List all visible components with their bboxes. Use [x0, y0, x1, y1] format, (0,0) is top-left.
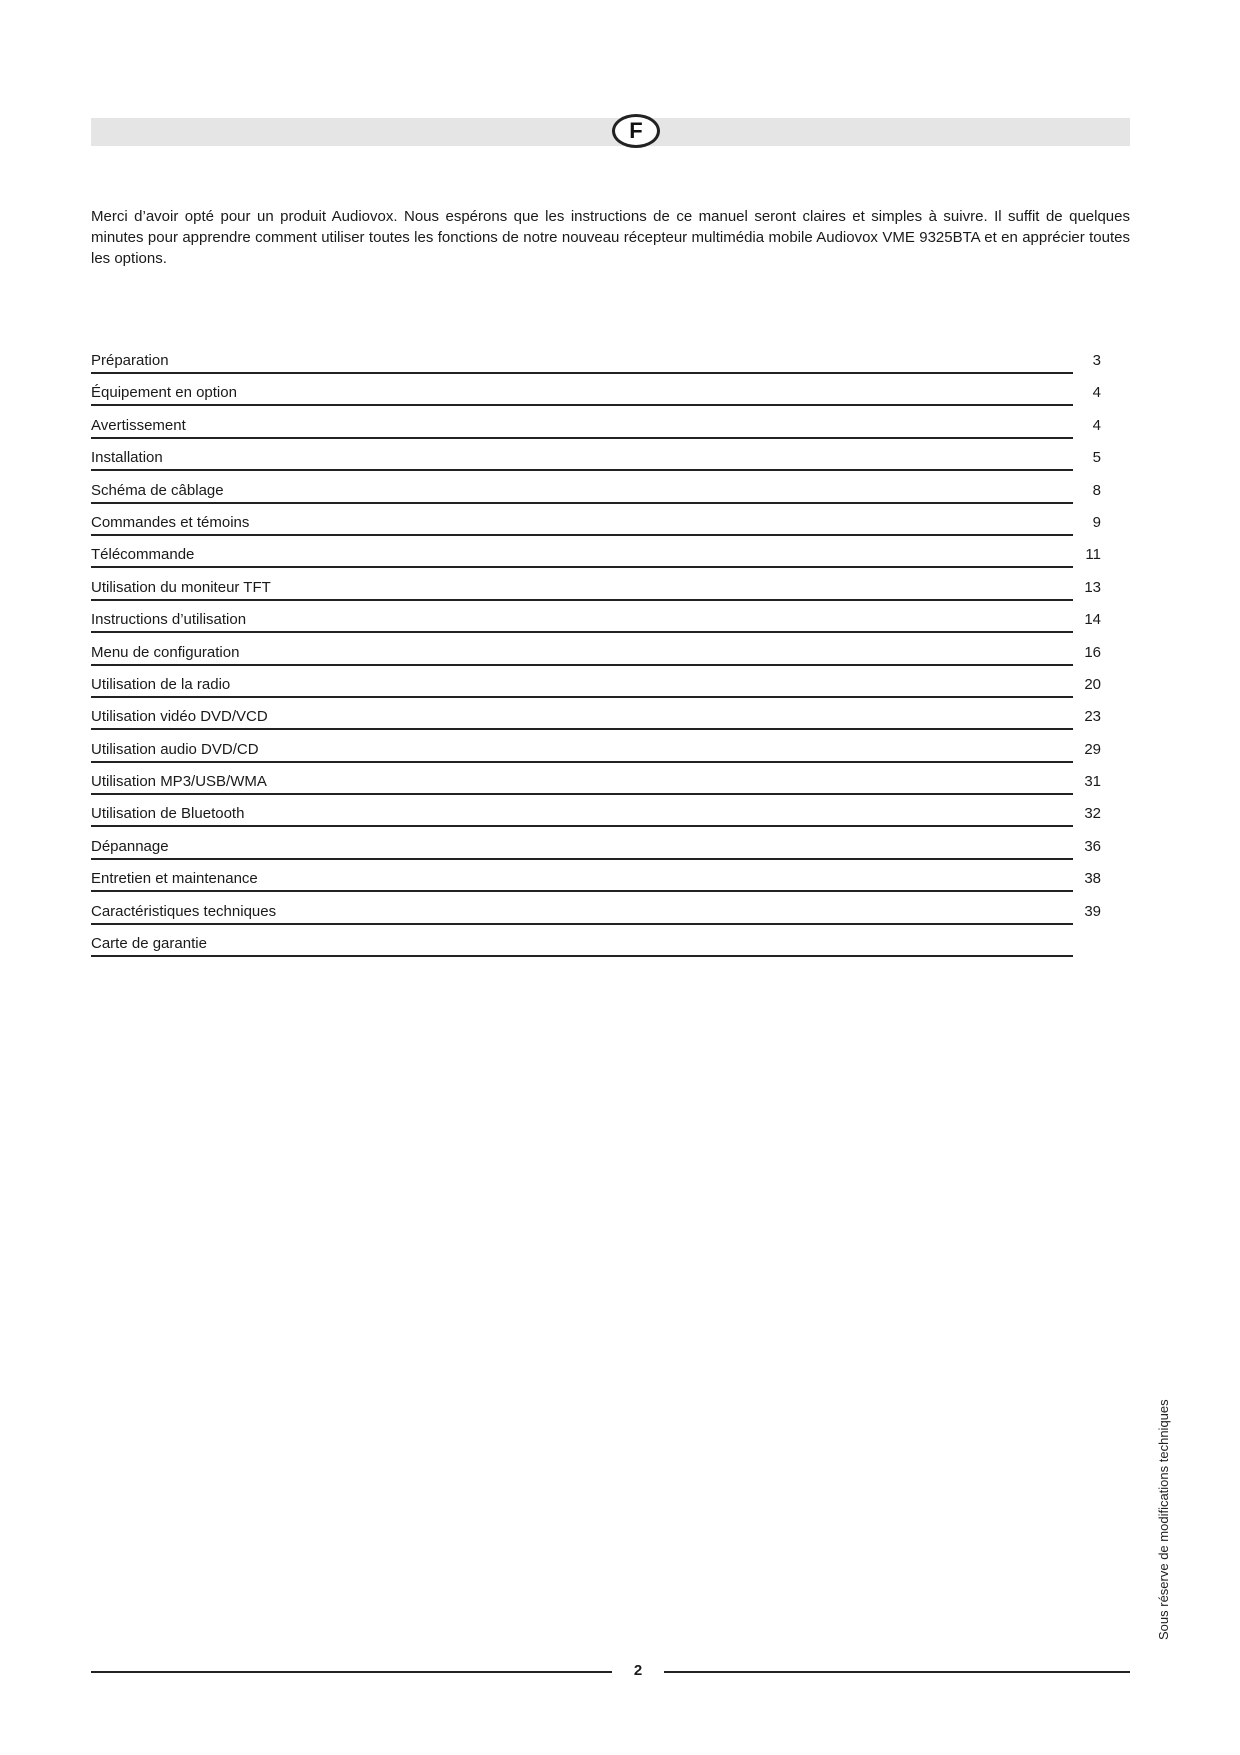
toc-row[interactable] — [91, 443, 1101, 475]
toc-title: Schéma de câblage — [91, 481, 1073, 504]
toc-row[interactable] — [91, 897, 1101, 929]
toc-page-number: 9 — [1092, 513, 1101, 531]
toc-row[interactable] — [91, 378, 1101, 410]
toc-page-number: 5 — [1092, 449, 1101, 467]
side-note: Sous réserve de modifications techniques — [1156, 1399, 1171, 1640]
toc-page-number: 20 — [1084, 675, 1101, 693]
toc-row[interactable] — [91, 605, 1101, 637]
toc-title: Instructions d’utilisation — [91, 610, 1073, 633]
toc-title: Carte de garantie — [91, 934, 1073, 957]
toc-page-number: 4 — [1092, 384, 1101, 402]
toc-page-number: 39 — [1084, 902, 1101, 920]
toc-title: Installation — [91, 448, 1073, 471]
toc-title: Équipement en option — [91, 383, 1073, 406]
toc-title: Menu de configuration — [91, 643, 1073, 666]
toc-row[interactable] — [91, 832, 1101, 864]
toc-row[interactable] — [91, 573, 1101, 605]
toc-page-number: 11 — [1085, 546, 1101, 564]
footer-rule-right — [664, 1671, 1130, 1673]
footer-rule-left — [91, 1671, 612, 1673]
page-number: 2 — [633, 1662, 643, 1679]
toc-page-number: 23 — [1084, 708, 1101, 726]
toc-row[interactable] — [91, 638, 1101, 670]
toc-title: Dépannage — [91, 837, 1073, 860]
intro-paragraph: Merci d’avoir opté pour un produit Audiovox. Nous espérons que les instructions de ce manuel seront claires et simples à suivre. Il suffit de quelques minutes pour apprendre comment utiliser toutes les fonctions de notre nouveau récepteur multimédia mobile Audiovox VME 9325BTA et en apprécier toutes les options. — [91, 208, 1130, 267]
toc-row[interactable] — [91, 864, 1101, 896]
toc-row[interactable] — [91, 346, 1101, 378]
toc-row[interactable] — [91, 929, 1101, 961]
toc-title: Utilisation de la radio — [91, 675, 1073, 698]
toc-page-number: 31 — [1084, 773, 1101, 791]
table-of-contents — [91, 346, 1101, 961]
toc-title: Préparation — [91, 351, 1073, 374]
toc-row[interactable] — [91, 670, 1101, 702]
toc-row[interactable] — [91, 411, 1101, 443]
toc-row[interactable] — [91, 767, 1101, 799]
toc-page-number: 14 — [1084, 611, 1101, 629]
toc-page-number: 13 — [1084, 578, 1101, 596]
toc-title: Utilisation de Bluetooth — [91, 804, 1073, 827]
toc-title: Commandes et témoins — [91, 513, 1073, 536]
toc-title: Avertissement — [91, 416, 1073, 439]
toc-title: Utilisation audio DVD/CD — [91, 740, 1073, 763]
toc-title: Utilisation du moniteur TFT — [91, 578, 1073, 601]
language-badge: F — [612, 114, 660, 148]
toc-page-number: 3 — [1092, 352, 1101, 369]
toc-row[interactable] — [91, 508, 1101, 540]
toc-title: Caractéristiques techniques — [91, 902, 1073, 925]
toc-row[interactable] — [91, 702, 1101, 734]
toc-title: Télécommande — [91, 545, 1073, 568]
toc-title: Utilisation vidéo DVD/VCD — [91, 707, 1073, 730]
toc-page-number: 36 — [1084, 837, 1101, 855]
toc-row[interactable] — [91, 476, 1101, 508]
toc-title: Utilisation MP3/USB/WMA — [91, 772, 1073, 795]
header-bar — [91, 118, 1130, 146]
toc-page-number: 29 — [1084, 740, 1101, 758]
toc-page-number: 8 — [1092, 481, 1101, 499]
toc-row[interactable] — [91, 540, 1101, 572]
toc-page-number: 4 — [1092, 416, 1101, 434]
toc-title: Entretien et maintenance — [91, 869, 1073, 892]
toc-page-number: 32 — [1084, 805, 1101, 823]
toc-page-number: 16 — [1084, 643, 1101, 661]
toc-row[interactable] — [91, 799, 1101, 831]
toc-page-number: 38 — [1084, 870, 1101, 888]
toc-row[interactable] — [91, 735, 1101, 767]
